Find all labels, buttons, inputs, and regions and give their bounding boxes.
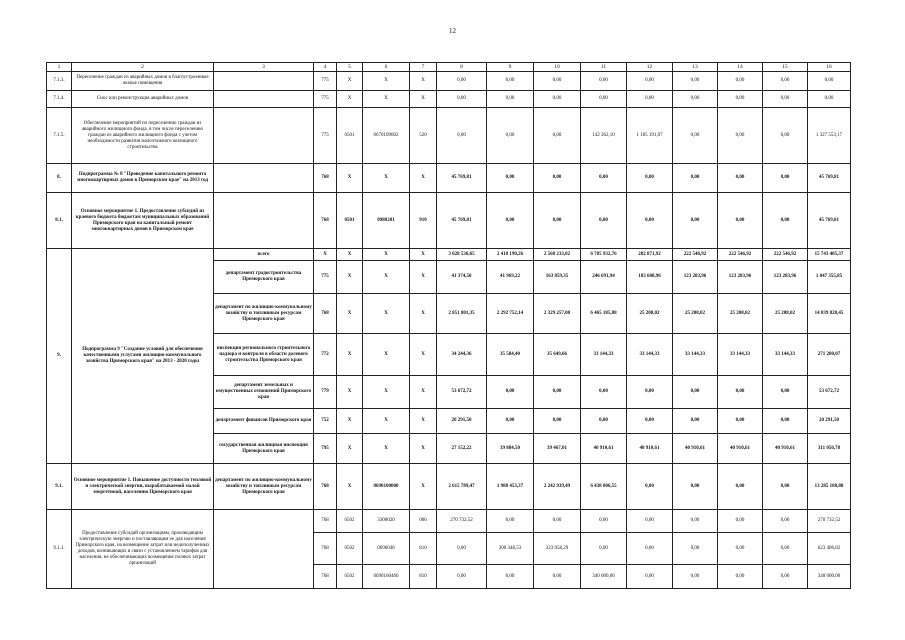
value-cell: 0,00 [534, 72, 581, 91]
value-cell: 300 348,53 [487, 533, 534, 565]
row-number: 9. [47, 249, 72, 464]
value-cell: 14 039 828,45 [808, 294, 851, 334]
value-cell: 222 546,92 [763, 249, 808, 261]
row-title: Подпрограмма № 8 "Проведение капитального ремонта многоквартирных домов в Приморском крае" на 2013 год [72, 164, 214, 193]
value-cell: 311 056,78 [808, 434, 851, 464]
value-cell: 0,00 [581, 533, 627, 565]
value-cell: 45 769,81 [808, 193, 851, 249]
value-cell: 45 769,81 [437, 193, 487, 249]
value-cell: 323 058,29 [534, 533, 581, 565]
value-cell: 39 467,01 [534, 434, 581, 464]
value-cell: 3 028 536,65 [437, 249, 487, 261]
value-cell: 0,00 [673, 533, 718, 565]
value-cell: 0,00 [808, 91, 851, 108]
code-cell-c5: X [337, 72, 363, 91]
value-cell: 0,00 [487, 91, 534, 108]
code-cell-c6: 0696046 [363, 533, 410, 565]
value-cell: 0,00 [581, 91, 627, 108]
code-cell-c7: X [410, 249, 437, 261]
table-row [47, 91, 851, 108]
value-cell: 0,00 [534, 376, 581, 409]
value-cell: 6 465 185,88 [581, 294, 627, 334]
executor-cell: департамент земельных и имущественных отношений Приморского края [214, 376, 314, 409]
row-number: 7.1.4. [47, 91, 72, 108]
table-row [47, 72, 851, 91]
value-cell: 0,00 [673, 164, 718, 193]
code-cell-c4: 779 [314, 376, 337, 409]
code-cell-c7: X [410, 334, 437, 376]
column-header: 11 [581, 63, 627, 72]
column-header: 7 [410, 63, 437, 72]
value-cell: 0,00 [534, 193, 581, 249]
value-cell: 222 546,92 [673, 249, 718, 261]
value-cell: 45 769,81 [437, 164, 487, 193]
code-cell-c4: 768 [314, 565, 337, 589]
code-cell-c5: X [337, 376, 363, 409]
column-header: 2 [72, 63, 214, 72]
executor-cell [214, 164, 314, 193]
value-cell: 27 152,22 [437, 434, 487, 464]
value-cell: 0,00 [718, 193, 763, 249]
value-cell: 6 438 006,55 [581, 464, 627, 510]
value-cell: 0,00 [534, 510, 581, 533]
value-cell: 271 200,07 [808, 334, 851, 376]
executor-cell: департамент по жилищно-коммунальному хозяйству и топливным ресурсам Приморского края [214, 464, 314, 510]
code-cell-c6: X [363, 409, 410, 434]
code-cell-c5: 0502 [337, 565, 363, 589]
value-cell: 0,00 [718, 510, 763, 533]
value-cell: 0,00 [487, 193, 534, 249]
table-row [47, 164, 851, 193]
value-cell: 0,00 [718, 164, 763, 193]
code-cell-c4: 772 [314, 334, 337, 376]
value-cell: 0,00 [437, 533, 487, 565]
value-cell: 0,00 [437, 565, 487, 589]
code-cell-c6: 0670109602 [363, 108, 410, 164]
code-cell-c7: X [410, 72, 437, 91]
code-cell-c5: X [337, 434, 363, 464]
code-cell-c5: 0501 [337, 108, 363, 164]
code-cell-c5: X [337, 294, 363, 334]
value-cell: 0,00 [763, 510, 808, 533]
value-cell: 0,00 [808, 72, 851, 91]
value-cell: 40 910,61 [763, 434, 808, 464]
code-cell-c4: X [314, 249, 337, 261]
code-cell-c7: 520 [410, 108, 437, 164]
code-cell-c6: X [363, 164, 410, 193]
value-cell: 2 568 233,02 [534, 249, 581, 261]
value-cell: 0,00 [673, 376, 718, 409]
value-cell: 163 859,35 [534, 261, 581, 294]
value-cell: 0,00 [763, 376, 808, 409]
value-cell: 0,00 [487, 565, 534, 589]
value-cell: 0,00 [627, 72, 673, 91]
code-cell-c7: X [410, 434, 437, 464]
code-cell-c5: X [337, 334, 363, 376]
value-cell: 0,00 [627, 533, 673, 565]
column-header: 13 [673, 63, 718, 72]
value-cell: 0,00 [487, 72, 534, 91]
executor-cell [214, 91, 314, 108]
value-cell: 40 910,61 [627, 434, 673, 464]
value-cell: 0,00 [763, 164, 808, 193]
value-cell: 0,00 [718, 108, 763, 164]
value-cell: 1 988 453,37 [487, 464, 534, 510]
value-cell: 39 884,50 [487, 434, 534, 464]
row-number: 7.1.3. [47, 72, 72, 91]
column-header: 8 [437, 63, 487, 72]
column-header: 4 [314, 63, 337, 72]
row-title: Предоставление субсидий организациям, производящим электрическую энергию и поставляющим ее для населения Приморского края, на возмещение затрат или недополученных доходов, возникающих в связи с установлением тарифов для населения, не обеспечивающих возмещение полных затрат организаций [72, 510, 214, 589]
value-cell: 41 374,50 [437, 261, 487, 294]
value-cell: 0,00 [673, 108, 718, 164]
code-cell-c5: X [337, 164, 363, 193]
column-header: 14 [718, 63, 763, 72]
value-cell: 0,00 [673, 72, 718, 91]
value-cell: 33 144,33 [718, 334, 763, 376]
value-cell: 340 000,00 [581, 565, 627, 589]
value-cell: 34 244,36 [437, 334, 487, 376]
value-cell: 0,00 [534, 108, 581, 164]
code-cell-c7: X [410, 464, 437, 510]
value-cell: 123 283,96 [763, 261, 808, 294]
code-cell-c4: 752 [314, 409, 337, 434]
value-cell: 222 546,92 [718, 249, 763, 261]
value-cell: 0,00 [627, 510, 673, 533]
executor-cell [214, 108, 314, 164]
value-cell: 0,00 [581, 193, 627, 249]
code-cell-c7: 810 [410, 565, 437, 589]
value-cell: 0,00 [581, 376, 627, 409]
executor-cell [214, 72, 314, 91]
value-cell: 2 242 939,49 [534, 464, 581, 510]
value-cell: 0,00 [437, 91, 487, 108]
code-cell-c4: 775 [314, 72, 337, 91]
code-cell-c5: 0502 [337, 533, 363, 565]
value-cell: 0,00 [534, 409, 581, 434]
row-number: 8.1. [47, 193, 72, 249]
code-cell-c4: 775 [314, 108, 337, 164]
value-cell: 0,00 [718, 91, 763, 108]
row-title: Подпрограмма 9 "Создание условий для обеспечения качественными услугами жилищно-коммунального хозяйства Приморского края" на 2013 - 2020 годы [72, 249, 214, 464]
column-header: 15 [763, 63, 808, 72]
value-cell: 25 208,02 [627, 294, 673, 334]
table-header-row [47, 63, 851, 72]
code-cell-c5: 0502 [337, 510, 363, 533]
value-cell: 0,00 [718, 533, 763, 565]
value-cell: 0,00 [627, 91, 673, 108]
code-cell-c5: X [337, 261, 363, 294]
value-cell: 0,00 [627, 376, 673, 409]
value-cell: 2 292 752,14 [487, 294, 534, 334]
code-cell-c4: 768 [314, 510, 337, 533]
code-cell-c7: 910 [410, 193, 437, 249]
row-title: Снос или реконструкция аварийных домов [72, 91, 214, 108]
value-cell: 25 208,02 [718, 294, 763, 334]
value-cell: 0,00 [437, 108, 487, 164]
code-cell-c6: X [363, 261, 410, 294]
value-cell: 2 851 801,35 [437, 294, 487, 334]
row-number: 9.1.1. [47, 510, 72, 589]
value-cell: 20 291,50 [808, 409, 851, 434]
value-cell: 0,00 [718, 376, 763, 409]
value-cell: 0,00 [487, 376, 534, 409]
code-cell-c7: X [410, 294, 437, 334]
code-cell-c5: X [337, 91, 363, 108]
value-cell: 270 732,52 [808, 510, 851, 533]
value-cell: 0,00 [673, 464, 718, 510]
value-cell: 0,00 [627, 464, 673, 510]
code-cell-c6: X [363, 376, 410, 409]
value-cell: 25 208,02 [763, 294, 808, 334]
value-cell: 0,00 [627, 164, 673, 193]
value-cell: 270 732,52 [437, 510, 487, 533]
value-cell: 53 672,72 [808, 376, 851, 409]
executor-cell [214, 193, 314, 249]
value-cell: 0,00 [763, 72, 808, 91]
value-cell: 0,00 [718, 565, 763, 589]
value-cell: 0,00 [487, 409, 534, 434]
table-row [47, 193, 851, 249]
column-header: 10 [534, 63, 581, 72]
code-cell-c6: 0690100000 [363, 464, 410, 510]
code-cell-c6: 3300020 [363, 510, 410, 533]
code-cell-c5: X [337, 249, 363, 261]
value-cell: 0,00 [534, 565, 581, 589]
value-cell: 0,00 [763, 533, 808, 565]
executor-cell: государственная жилищная инспекция Приморского края [214, 434, 314, 464]
value-cell: 0,00 [627, 565, 673, 589]
row-title: Основное мероприятие 1. Предоставление субсидий из краевого бюджета бюджетам муниципальных образований Приморского края на капитальный ремонт многоквартирных домов в Приморском крае [72, 193, 214, 249]
table-row [47, 249, 851, 261]
code-cell-c7: X [410, 261, 437, 294]
executor-cell: департамент градостроительства Приморского края [214, 261, 314, 294]
table-row [47, 108, 851, 164]
value-cell: 123 283,96 [718, 261, 763, 294]
code-cell-c6: 0690160460 [363, 565, 410, 589]
code-cell-c4: 775 [314, 261, 337, 294]
row-number: 8. [47, 164, 72, 193]
executor-cell: департамент финансов Приморского края [214, 409, 314, 434]
value-cell: 123 283,96 [673, 261, 718, 294]
value-cell: 0,00 [718, 464, 763, 510]
value-cell: 183 608,96 [627, 261, 673, 294]
value-cell: 0,00 [581, 510, 627, 533]
code-cell-c6: X [363, 249, 410, 261]
column-header: 6 [363, 63, 410, 72]
code-cell-c4: 768 [314, 294, 337, 334]
value-cell: 45 769,81 [808, 164, 851, 193]
value-cell: 35 584,40 [487, 334, 534, 376]
value-cell: 0,00 [673, 510, 718, 533]
value-cell: 623 406,82 [808, 533, 851, 565]
value-cell: 0,00 [581, 164, 627, 193]
value-cell: 35 649,66 [534, 334, 581, 376]
value-cell: 41 969,22 [487, 261, 534, 294]
code-cell-c6: X [363, 434, 410, 464]
value-cell: 1 047 355,85 [808, 261, 851, 294]
value-cell: 13 285 188,88 [808, 464, 851, 510]
value-cell: 142 362,10 [581, 108, 627, 164]
column-header: 12 [627, 63, 673, 72]
value-cell: 33 144,33 [763, 334, 808, 376]
value-cell: 6 785 932,76 [581, 249, 627, 261]
column-header: 5 [337, 63, 363, 72]
code-cell-c6: 0980201 [363, 193, 410, 249]
row-title: Обеспечение мероприятий по переселению граждан из аварийного жилищного фонда, в том числе переселению граждан из аварийного жилищного фонда с учетом необходимости развития малоэтажного жилищного строительства [72, 108, 214, 164]
page-number: 12 [449, 27, 456, 35]
code-cell-c5: X [337, 464, 363, 510]
value-cell: 0,00 [718, 409, 763, 434]
executor-cell: департамент по жилищно-коммунальному хозяйству и топливным ресурсам Приморского края [214, 294, 314, 334]
code-cell-c5: 0501 [337, 193, 363, 249]
value-cell: 2 410 190,26 [487, 249, 534, 261]
column-header: 16 [808, 63, 851, 72]
value-cell: 2 329 257,00 [534, 294, 581, 334]
value-cell: 0,00 [763, 193, 808, 249]
value-cell: 246 691,94 [581, 261, 627, 294]
row-number: 7.1.5. [47, 108, 72, 164]
value-cell: 33 144,33 [581, 334, 627, 376]
value-cell: 0,00 [437, 72, 487, 91]
value-cell: 0,00 [581, 409, 627, 434]
value-cell: 1 327 553,17 [808, 108, 851, 164]
value-cell: 340 000,00 [808, 565, 851, 589]
value-cell: 0,00 [627, 193, 673, 249]
value-cell: 0,00 [673, 409, 718, 434]
value-cell: 0,00 [673, 193, 718, 249]
value-cell: 15 743 405,37 [808, 249, 851, 261]
value-cell: 0,00 [763, 108, 808, 164]
value-cell: 0,00 [581, 72, 627, 91]
value-cell: 0,00 [487, 510, 534, 533]
code-cell-c7: 810 [410, 533, 437, 565]
value-cell: 1 185 191,07 [627, 108, 673, 164]
table-row [47, 464, 851, 510]
value-cell: 33 144,33 [673, 334, 718, 376]
row-number: 9.1. [47, 464, 72, 510]
value-cell: 0,00 [487, 164, 534, 193]
code-cell-c4: 768 [314, 464, 337, 510]
value-cell: 0,00 [534, 164, 581, 193]
code-cell-c6: X [363, 72, 410, 91]
code-cell-c4: 775 [314, 91, 337, 108]
value-cell: 25 208,02 [673, 294, 718, 334]
value-cell: 53 672,72 [437, 376, 487, 409]
code-cell-c4: 768 [314, 164, 337, 193]
value-cell: 0,00 [487, 108, 534, 164]
table-row [47, 510, 851, 533]
column-header: 3 [214, 63, 314, 72]
value-cell: 0,00 [718, 72, 763, 91]
code-cell-c7: X [410, 376, 437, 409]
row-title: Переселение граждан из аварийных домов в благоустроенные жилые помещения [72, 72, 214, 91]
value-cell: 20 291,50 [437, 409, 487, 434]
column-header: 9 [487, 63, 534, 72]
code-cell-c7: 006 [410, 510, 437, 533]
value-cell: 0,00 [627, 409, 673, 434]
row-title: Основное мероприятие 1. Повышение доступности тепловой и электрической энергии, вырабатываемой малой энергетикой, населению Приморского края [72, 464, 214, 510]
value-cell: 2 615 789,47 [437, 464, 487, 510]
code-cell-c7: X [410, 409, 437, 434]
budget-table [46, 62, 851, 589]
value-cell: 40 910,61 [718, 434, 763, 464]
code-cell-c5: X [337, 409, 363, 434]
code-cell-c4: 795 [314, 434, 337, 464]
executor-cell [214, 510, 314, 589]
executor-cell: всего [214, 249, 314, 261]
value-cell: 0,00 [534, 91, 581, 108]
value-cell: 0,00 [763, 464, 808, 510]
value-cell: 282 871,92 [627, 249, 673, 261]
code-cell-c4: 768 [314, 193, 337, 249]
value-cell: 0,00 [763, 91, 808, 108]
value-cell: 0,00 [763, 565, 808, 589]
value-cell: 33 144,33 [627, 334, 673, 376]
code-cell-c6: X [363, 334, 410, 376]
value-cell: 40 910,61 [581, 434, 627, 464]
code-cell-c6: X [363, 91, 410, 108]
code-cell-c6: X [363, 294, 410, 334]
value-cell: 0,00 [673, 565, 718, 589]
executor-cell: инспекция регионального строительного надзора и контроля в области долевого строительства Приморского края [214, 334, 314, 376]
code-cell-c7: X [410, 164, 437, 193]
code-cell-c7: X [410, 91, 437, 108]
value-cell: 0,00 [763, 409, 808, 434]
column-header: 1 [47, 63, 72, 72]
value-cell: 0,00 [673, 91, 718, 108]
code-cell-c4: 768 [314, 533, 337, 565]
value-cell: 40 910,61 [673, 434, 718, 464]
